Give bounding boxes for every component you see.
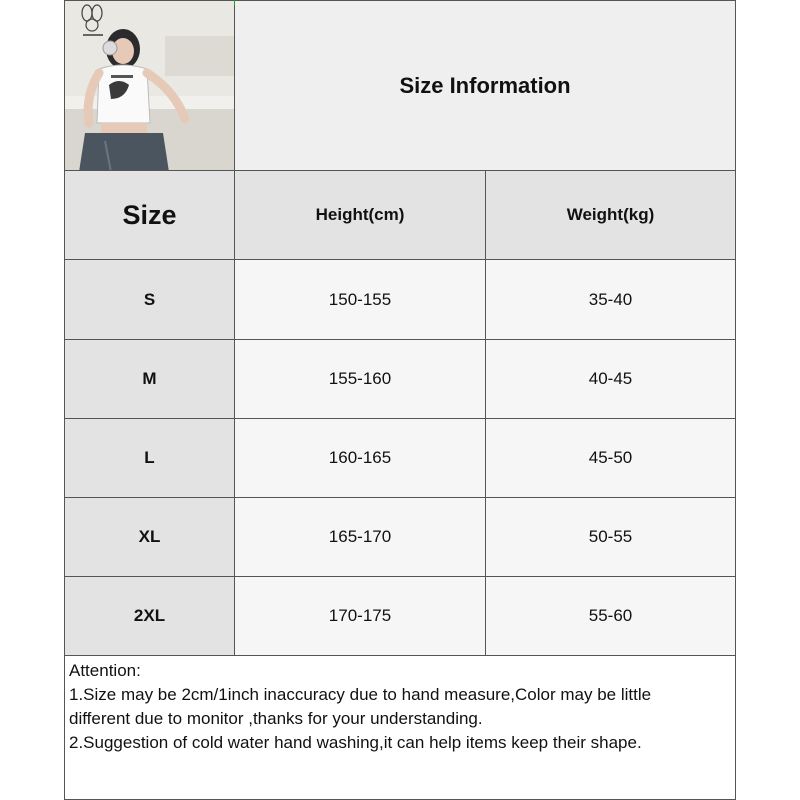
notes-line: 1.Size may be 2cm/1inch inaccuracy due to hand measure,Color may be little [69,685,652,704]
title-cell [235,0,736,171]
height-cell: 150-155 [235,260,486,340]
height-cell: 170-175 [235,577,486,656]
table-row [64,498,736,577]
weight-cell: 55-60 [486,577,736,656]
size-cell: XL [64,498,235,577]
height-cell: 165-170 [235,498,486,577]
height-cell: 160-165 [235,419,486,498]
page-title: Size Information [399,72,571,98]
weight-cell: 35-40 [486,260,736,340]
weight-cell: 45-50 [486,419,736,498]
table-header-row [64,171,736,260]
size-cell: M [64,340,235,419]
size-cell: S [64,260,235,340]
table-row [64,419,736,498]
product-photo [64,0,235,171]
notes-line: different due to monitor ,thanks for your understanding. [69,709,483,728]
weight-cell: 50-55 [486,498,736,577]
table-row [64,577,736,656]
size-cell: L [64,419,235,498]
notes-heading: Attention: [69,661,141,680]
header-height: Height(cm) [235,171,486,260]
table-row [64,260,736,340]
table-row [64,340,736,419]
size-cell: 2XL [64,577,235,656]
height-cell: 155-160 [235,340,486,419]
weight-cell: 40-45 [486,340,736,419]
notes-line: 2.Suggestion of cold water hand washing,it can help items keep their shape. [69,733,642,752]
header-weight: Weight(kg) [486,171,736,260]
header-size: Size [64,171,235,260]
product-photo-illustration [65,1,235,171]
attention-notes [64,656,736,800]
